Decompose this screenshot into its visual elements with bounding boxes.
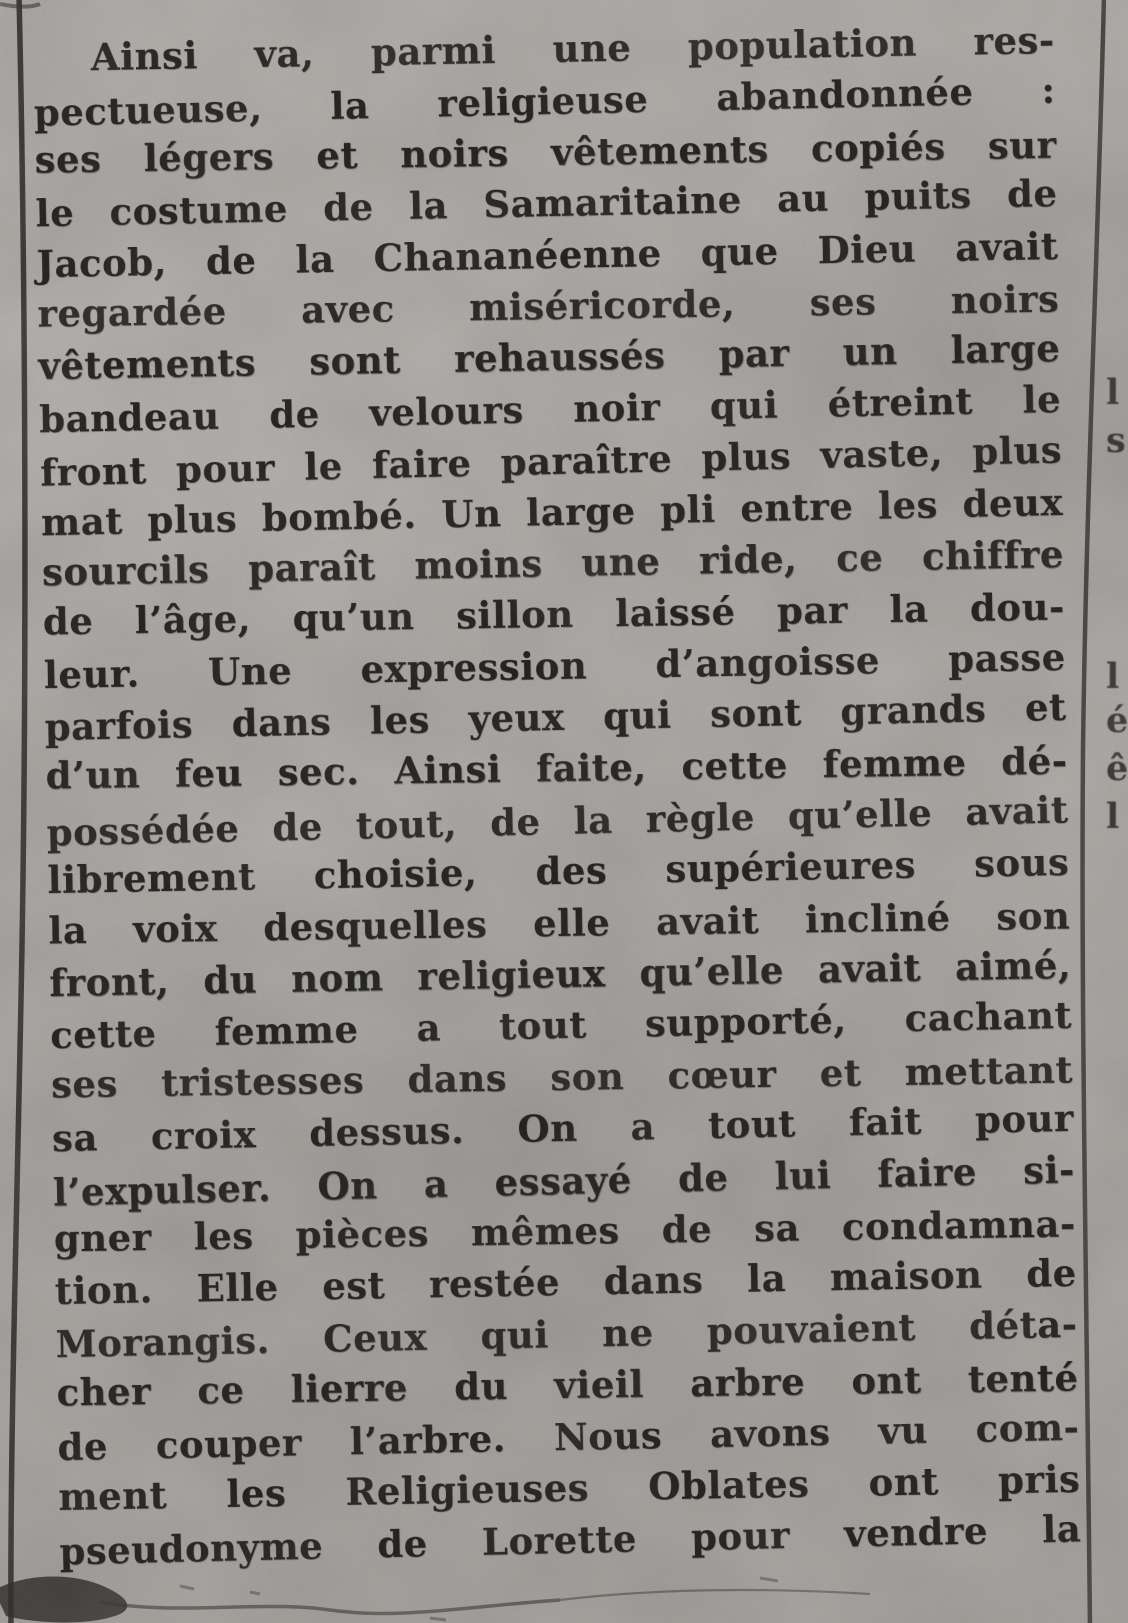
text-line: cette femme a tout supporté, cachant bbox=[49, 993, 1073, 1058]
article-text-column bbox=[32, 15, 1081, 1575]
adjacent-column-fragment: l bbox=[1106, 796, 1120, 837]
text-line: vêtements sont rehaussés par un large bbox=[37, 326, 1061, 389]
text-line: tion. Elle est restée dans la maison de bbox=[54, 1251, 1077, 1314]
text-line: sa croix dessus. On a tout fait pour bbox=[51, 1095, 1075, 1161]
adjacent-column-fragment: ê bbox=[1106, 748, 1128, 789]
text-line: la voix desquelles elle avait incliné son bbox=[48, 893, 1071, 953]
text-line: de couper l’arbre. Nous avons vu com- bbox=[57, 1404, 1080, 1469]
text-line: l’expulser. On a essayé de lui faire si- bbox=[52, 1146, 1076, 1215]
adjacent-column-fragment: s bbox=[1106, 420, 1126, 461]
text-line: librement choisie, des supérieures sous bbox=[47, 840, 1070, 903]
adjacent-column-fragment: é bbox=[1106, 700, 1128, 741]
text-line: le costume de la Samaritaine au puits de bbox=[35, 171, 1058, 236]
text-line: gner les pièces mêmes de sa condamna- bbox=[53, 1201, 1077, 1261]
text-line: regardée avec miséricorde, ses noirs bbox=[37, 276, 1060, 336]
text-line: ment les Religieuses Oblates ont pris bbox=[58, 1456, 1081, 1519]
text-line: front, du nom religieux qu’elle avait aimé, bbox=[48, 942, 1072, 1006]
text-line: parfois dans les yeux qui sont grands et bbox=[44, 684, 1067, 750]
text-line: pseudonyme de Lorette pour vendre la bbox=[58, 1506, 1082, 1574]
text-line: ses légers et noirs vêtements copiés sur bbox=[34, 122, 1057, 182]
text-line: pectueuse, la religieuse abandonnée : bbox=[33, 67, 1057, 136]
text-line: ses tristesses dans son cœur et mettant bbox=[50, 1047, 1074, 1107]
text-line: d’un feu sec. Ainsi faite, cette femme dé- bbox=[45, 738, 1068, 798]
text-line: de l’âge, qu’un sillon laissé par la dou- bbox=[42, 584, 1066, 644]
text-line: Jacob, de la Chananéenne que Dieu avait bbox=[36, 223, 1059, 286]
adjacent-column-fragment: l bbox=[1106, 656, 1120, 697]
text-line: front pour le faire paraître plus vaste, plus bbox=[39, 427, 1063, 495]
text-line: mat plus bombé. Un large pli entre les deux bbox=[40, 479, 1064, 544]
text-line: bandeau de velours noir qui étreint le bbox=[38, 376, 1062, 441]
text-line: Ainsi va, parmi une population res- bbox=[90, 18, 1056, 80]
text-line: cher ce lierre du vieil arbre ont tenté bbox=[56, 1355, 1079, 1415]
adjacent-column-fragment: l bbox=[1106, 372, 1120, 413]
text-line: possédée de tout, de la règle qu’elle avait bbox=[46, 787, 1069, 855]
text-line: Morangis. Ceux qui ne pouvaient déta- bbox=[55, 1301, 1078, 1366]
text-line: sourcils paraît moins une ride, ce chiffre bbox=[41, 531, 1065, 595]
text-line: leur. Une expression d’angoisse passe bbox=[43, 634, 1067, 697]
